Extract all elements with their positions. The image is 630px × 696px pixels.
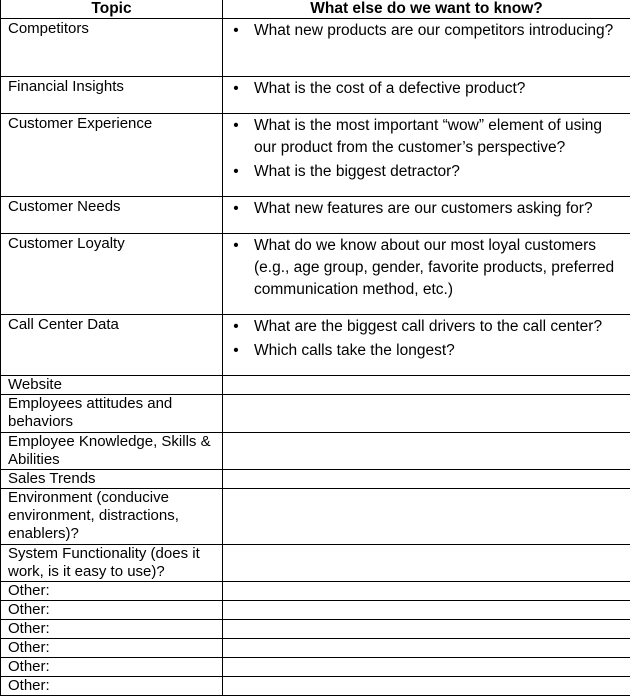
- topic-cell: Customer Experience: [1, 114, 223, 197]
- table-row: [1, 470, 630, 489]
- questions-cell: [223, 677, 630, 696]
- topic-cell: Website: [1, 376, 223, 395]
- table-row: [1, 19, 630, 77]
- question-list: [223, 235, 626, 301]
- topic-cell: Sales Trends: [1, 470, 223, 489]
- list-item: [223, 198, 626, 220]
- questions-cell: [223, 114, 630, 197]
- table-row: [1, 489, 630, 545]
- topic-cell: Other:: [1, 620, 223, 639]
- bullet-icon: •: [230, 340, 242, 362]
- table-row: [1, 376, 630, 395]
- question-text: What do we know about our most loyal customers (e.g., age group, gender, favorite products, preferred communication method, etc.): [254, 237, 614, 298]
- questions-cell: [223, 19, 630, 77]
- question-text: What are the biggest call drivers to the call center?: [254, 318, 602, 335]
- questions-cell: [223, 545, 630, 582]
- table-row: [1, 395, 630, 433]
- topic-cell: Employee Knowledge, Skills & Abilities: [1, 433, 223, 470]
- question-text: What is the cost of a defective product?: [254, 80, 525, 97]
- table-row: [1, 620, 630, 639]
- bullet-icon: •: [230, 20, 242, 42]
- question-list: [223, 78, 626, 100]
- bullet-icon: •: [230, 198, 242, 220]
- topic-cell: Other:: [1, 639, 223, 658]
- table-row: [1, 77, 630, 114]
- topic-cell: Customer Needs: [1, 197, 223, 234]
- topic-cell: Financial Insights: [1, 77, 223, 114]
- table-row: [1, 197, 630, 234]
- list-item: [223, 161, 626, 183]
- topic-cell: Customer Loyalty: [1, 234, 223, 315]
- questions-cell: [223, 197, 630, 234]
- header-row: [1, 0, 630, 19]
- topic-cell: Other:: [1, 658, 223, 677]
- table-row: [1, 234, 630, 315]
- questions-cell: [223, 77, 630, 114]
- questions-cell: [223, 489, 630, 545]
- topic-cell: System Functionality (does it work, is it easy to use)?: [1, 545, 223, 582]
- questions-cell: [223, 395, 630, 433]
- list-item: [223, 235, 626, 301]
- questions-cell: [223, 234, 630, 315]
- table-row: [1, 677, 630, 696]
- table-row: [1, 114, 630, 197]
- bullet-icon: •: [230, 161, 242, 183]
- question-text: What is the biggest detractor?: [254, 163, 460, 180]
- topic-cell: Other:: [1, 601, 223, 620]
- questions-cell: [223, 315, 630, 376]
- question-list: [223, 115, 626, 183]
- table-row: [1, 639, 630, 658]
- topic-cell: Competitors: [1, 19, 223, 77]
- question-list: [223, 20, 626, 42]
- question-text: What is the most important “wow” element of using our product from the customer’s perspective?: [254, 117, 602, 156]
- bullet-icon: •: [230, 115, 242, 137]
- list-item: [223, 78, 626, 100]
- table-row: [1, 658, 630, 677]
- topic-column-header: Topic: [1, 0, 223, 19]
- table-row: [1, 433, 630, 470]
- topic-cell: Other:: [1, 677, 223, 696]
- list-item: [223, 20, 626, 42]
- list-item: [223, 115, 626, 159]
- table-row: [1, 582, 630, 601]
- list-item: [223, 316, 626, 338]
- question-list: [223, 198, 626, 220]
- questions-cell: [223, 582, 630, 601]
- question-column-header: What else do we want to know?: [223, 0, 630, 19]
- bullet-icon: •: [230, 235, 242, 257]
- table-row: [1, 601, 630, 620]
- questions-cell: [223, 376, 630, 395]
- question-text: What new products are our competitors introducing?: [254, 22, 613, 39]
- topic-cell: Other:: [1, 582, 223, 601]
- questions-cell: [223, 639, 630, 658]
- question-list: [223, 316, 626, 362]
- topic-cell: Call Center Data: [1, 315, 223, 376]
- topic-cell: Environment (conducive environment, distractions, enablers)?: [1, 489, 223, 545]
- questions-cell: [223, 433, 630, 470]
- table-row: [1, 545, 630, 582]
- bullet-icon: •: [230, 78, 242, 100]
- question-text: What new features are our customers asking for?: [254, 200, 593, 217]
- table-row: [1, 315, 630, 376]
- bullet-icon: •: [230, 316, 242, 338]
- list-item: [223, 340, 626, 362]
- questions-cell: [223, 658, 630, 677]
- topic-cell: Employees attitudes and behaviors: [1, 395, 223, 433]
- questions-cell: [223, 620, 630, 639]
- questions-cell: [223, 601, 630, 620]
- question-text: Which calls take the longest?: [254, 342, 455, 359]
- questions-cell: [223, 470, 630, 489]
